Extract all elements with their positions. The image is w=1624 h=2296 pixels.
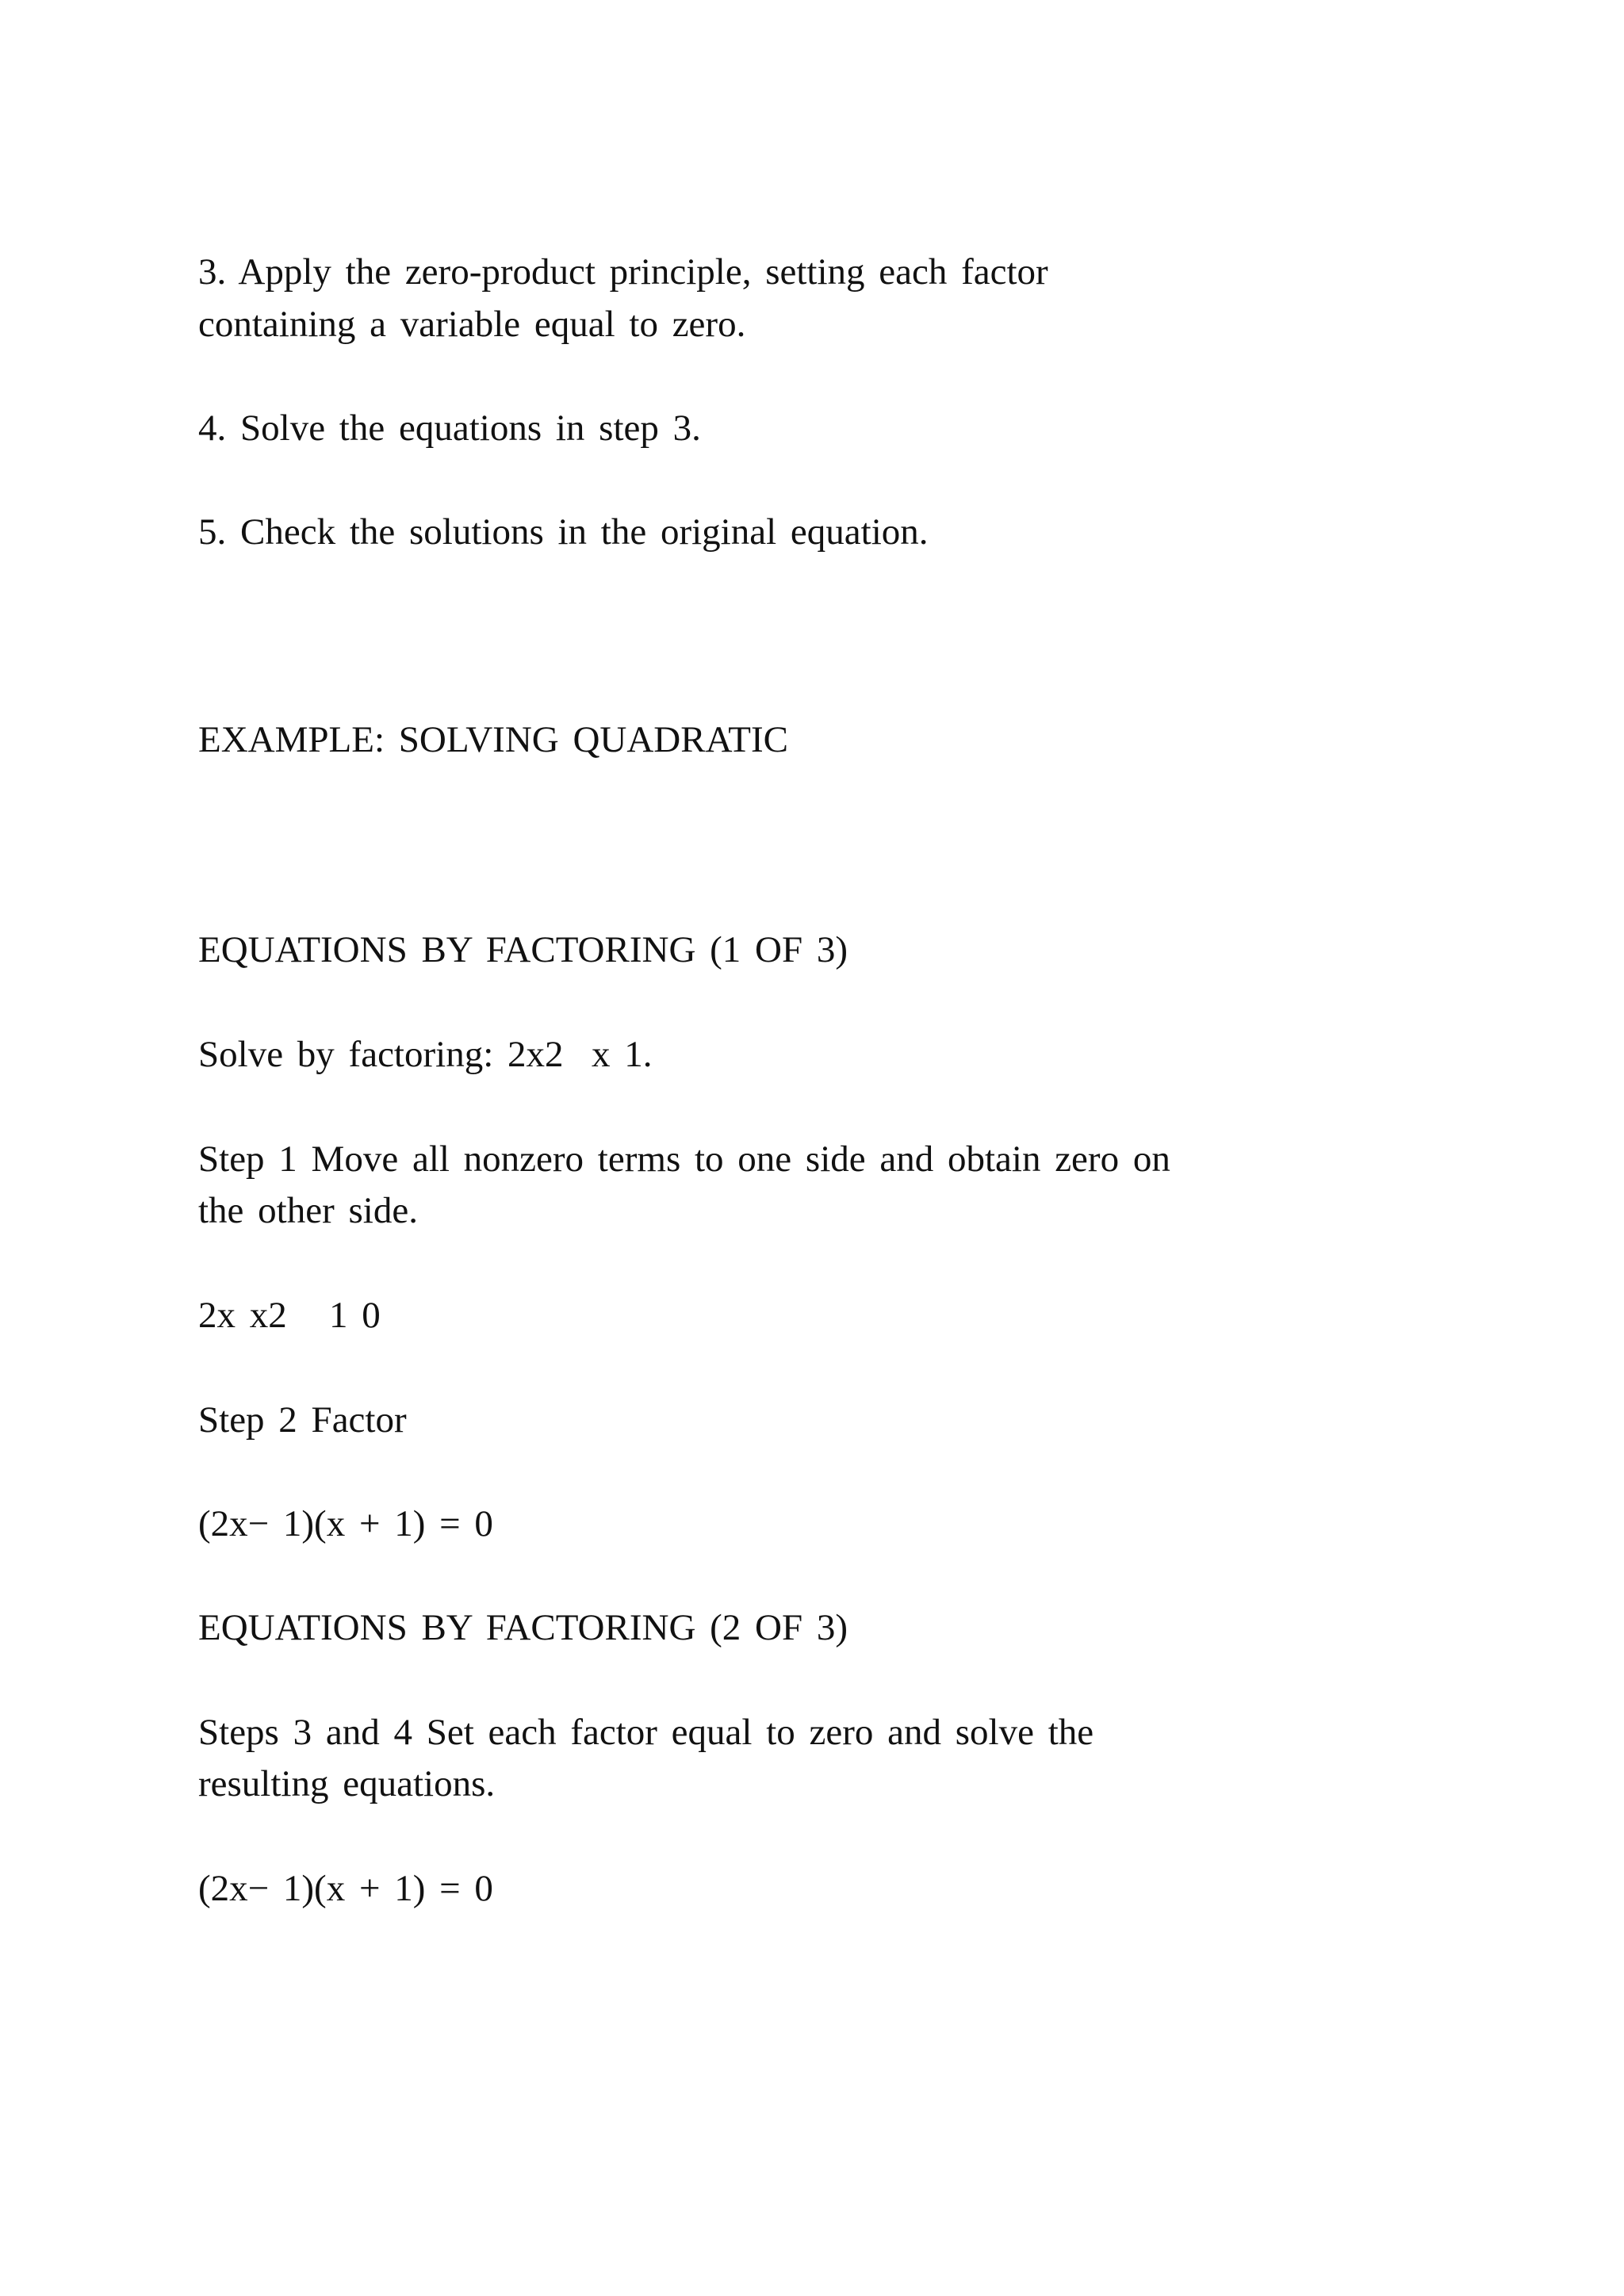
step-5-text: 5. Check the solutions in the original equation. <box>198 511 929 553</box>
step-1-line-2: the other side. <box>198 1190 418 1231</box>
step-3-line-1: 3. Apply the zero-product principle, setting each factor <box>198 251 1048 293</box>
steps-3-4-line-1: Steps 3 and 4 Set each factor equal to zero and solve the <box>198 1712 1094 1753</box>
problem-statement: Solve by factoring: 2x2 x 1. <box>198 1034 653 1075</box>
section-heading-1-of-3: EQUATIONS BY FACTORING (1 OF 3) <box>198 929 848 970</box>
step-1-line-1: Step 1 Move all nonzero terms to one side and obtain zero on <box>198 1138 1170 1180</box>
step-2-heading: Step 2 Factor <box>198 1399 407 1441</box>
factored-equation-repeat: (2x− 1)(x + 1) = 0 <box>198 1868 493 1909</box>
steps-3-4-line-2: resulting equations. <box>198 1763 496 1804</box>
factored-equation: (2x− 1)(x + 1) = 0 <box>198 1503 493 1544</box>
step-3-line-2: containing a variable equal to zero. <box>198 304 746 345</box>
step-4-text: 4. Solve the equations in step 3. <box>198 408 701 449</box>
step-1-equation: 2x x2 1 0 <box>198 1295 381 1336</box>
example-heading: EXAMPLE: SOLVING QUADRATIC <box>198 719 789 760</box>
section-heading-2-of-3: EQUATIONS BY FACTORING (2 OF 3) <box>198 1607 848 1648</box>
